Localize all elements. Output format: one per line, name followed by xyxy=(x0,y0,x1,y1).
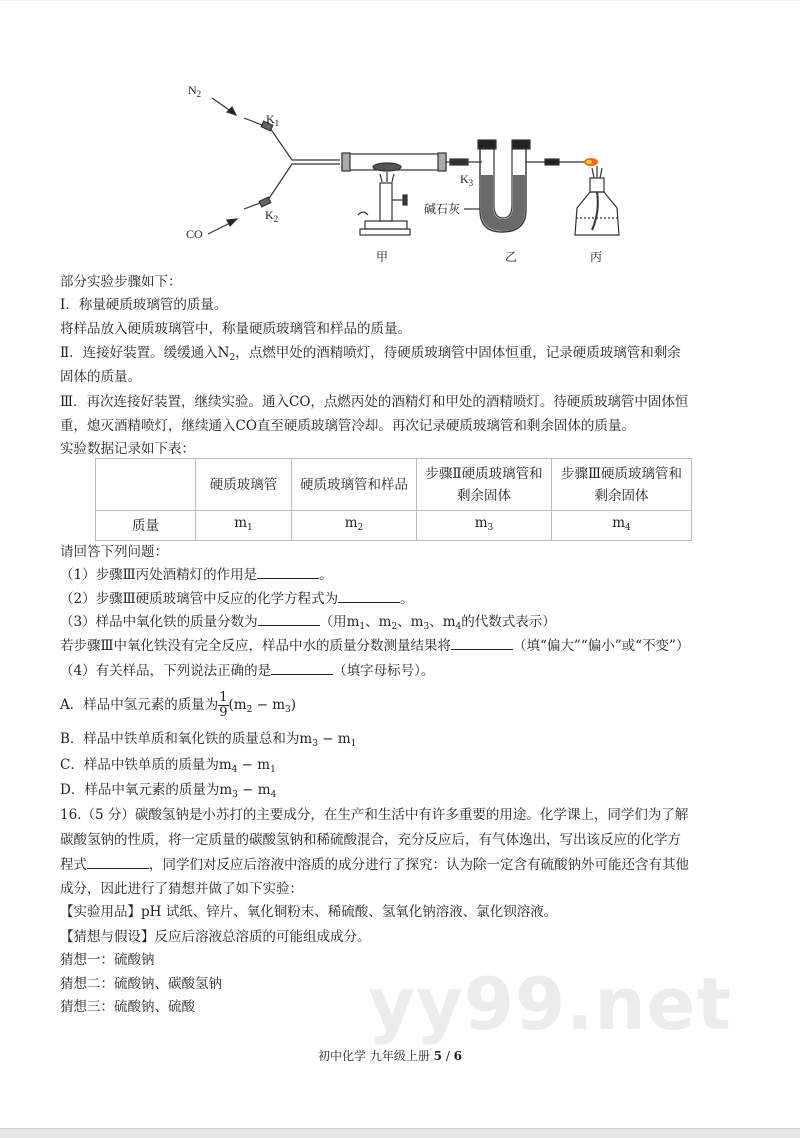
soda-lime-fill xyxy=(481,175,525,231)
option-b: B．样品中铁单质和氧化铁的质量总和为$m_3 - m_1$ xyxy=(60,731,357,749)
answer-blank[interactable] xyxy=(257,566,319,579)
question-4: （4）有关样品，下列说法正确的是 （填字母标号）。 xyxy=(60,663,435,679)
stopper-left xyxy=(342,153,350,171)
watermark: yy99.net xyxy=(368,962,732,1046)
header-step3: 步骤Ⅲ硬质玻璃管和 剩余固体 xyxy=(552,459,692,511)
q16-materials: 【实验用品】pH 试纸、锌片、氧化铜粉末、稀硫酸、氢氧化钠溶液、氯化钡溶液。 xyxy=(60,904,558,920)
option-c: C．样品中铁单质的质量为$m_4 - m_1$ xyxy=(60,757,276,775)
answer-blank[interactable] xyxy=(271,662,333,675)
question-2: （2）步骤Ⅲ硬质玻璃管中反应的化学方程式为 。 xyxy=(60,591,414,607)
cell-m2: $m_2$ xyxy=(292,511,417,541)
row-label: 质量 xyxy=(96,511,196,541)
clamp-k3 xyxy=(450,159,468,165)
apparatus-drawing xyxy=(0,0,800,275)
q16-line-4: 成分，因此进行了猜想并做了如下实验： xyxy=(60,881,303,897)
torch-body xyxy=(380,183,392,221)
torch-flame xyxy=(380,172,394,182)
page-footer: 初中化学 九年级上册 5 / 6 xyxy=(318,1049,463,1063)
q16-hypothesis: 【猜想与假设】反应后溶液总溶质的可能组成成分。 xyxy=(60,929,371,945)
u-stopper-right xyxy=(512,140,530,149)
step-2-cont: 固体的质量。 xyxy=(60,369,141,385)
torch-base xyxy=(365,221,407,229)
q16-line-2: 碳酸氢钠的性质，将一定质量的碳酸氢钠和稀硫酸混合，充分反应后，有气体逸出，写出该反应的化学方 xyxy=(60,832,681,848)
label-n2: $N_2$ xyxy=(188,83,202,99)
lamp-wick xyxy=(592,166,602,178)
label-jia: 甲 xyxy=(376,250,389,264)
step-1b: 将样品放入硬质玻璃管中，称量硬质玻璃管和样品的质量。 xyxy=(60,321,411,337)
q16-line-1: 16.（5 分）碳酸氢钠是小苏打的主要成分，在生产和生活中有许多重要的用途。化学课上，同学们为了解 xyxy=(60,807,689,823)
step-2: Ⅱ．连接好装置。缓缓通入$N_2$，点燃甲处的酒精喷灯，待硬质玻璃管中固体恒重，记录硬质玻璃管和剩余 xyxy=(60,345,681,363)
upper-tube xyxy=(244,118,340,160)
sample xyxy=(373,163,401,171)
label-yi: 乙 xyxy=(505,250,518,264)
cell-m3: $m_3$ xyxy=(417,511,552,541)
apparatus-diagram xyxy=(0,0,800,275)
co-arrowhead xyxy=(227,219,237,226)
step-3: Ⅲ．再次连接好装置，继续实验。通入CO，点燃丙处的酒精灯和甲处的酒精喷灯。待硬质玻璃管中固体恒 xyxy=(60,394,689,410)
table-row xyxy=(96,511,692,541)
stopper-right xyxy=(438,153,446,171)
header-tube: 硬质玻璃管 xyxy=(196,459,292,511)
questions-intro: 请回答下列问题： xyxy=(60,544,168,560)
header-empty xyxy=(96,459,196,511)
guess-2: 猜想二：硫酸钠、碳酸氢钠 xyxy=(60,976,222,992)
step-3-cont: 重，熄灭酒精喷灯，继续通入CO直至硬质玻璃管冷却。再次记录硬质玻璃管和剩余固体的质量。 xyxy=(60,418,635,434)
u-stopper-left xyxy=(478,140,496,149)
label-soda-lime: 碱石灰 xyxy=(424,202,461,216)
fraction: $\frac{1}{9}$ xyxy=(219,690,228,720)
guess-1: 猜想一：硫酸钠 xyxy=(60,952,155,968)
guess-3: 猜想三：硫酸钠、硫酸 xyxy=(60,999,195,1015)
header-tube-sample: 硬质玻璃管和样品 xyxy=(292,459,417,511)
n2-arrowhead xyxy=(227,107,236,115)
cell-m4: $m_4$ xyxy=(552,511,692,541)
answer-blank[interactable] xyxy=(87,856,149,869)
label-bing: 丙 xyxy=(590,250,603,264)
clamp-k2 xyxy=(259,197,271,207)
data-table xyxy=(95,458,692,541)
lower-tube xyxy=(244,164,340,209)
answer-blank[interactable] xyxy=(258,613,320,626)
option-d: D．样品中氧元素的质量为$m_3 - m_4$ xyxy=(60,782,277,800)
label-k1: $K_1$ xyxy=(266,112,280,128)
question-1: （1）步骤Ⅲ丙处酒精灯的作用是 。 xyxy=(60,567,333,583)
label-k2: $K_2$ xyxy=(265,208,279,224)
answer-blank[interactable] xyxy=(338,590,400,603)
question-3-followup: 若步骤Ⅲ中氧化铁没有完全反应，样品中水的质量分数测量结果将 （填“偏大”“偏小”或“不变”） xyxy=(60,638,690,654)
answer-blank[interactable] xyxy=(451,637,513,650)
q16-line-3: 程式 ，同学们对反应后溶液中溶质的成分进行了探究：认为除一定含有硫酸钠外可能还含有其他 xyxy=(60,857,689,873)
label-k3: $K_3$ xyxy=(460,172,474,188)
table-header-row xyxy=(96,459,692,511)
steps-intro: 部分实验步骤如下： xyxy=(60,274,182,290)
option-a: A．样品中氢元素的质量为 $\frac{1}{9}$ $(m_2 - m_3)$ xyxy=(60,690,297,720)
header-step2: 步骤Ⅱ硬质玻璃管和 剩余固体 xyxy=(417,459,552,511)
label-co: CO xyxy=(186,227,203,241)
question-3: （3）样品中氧化铁的质量分数为 （用$m_1$、$m_2$、$m_3$、$m_4$的代数式表示） xyxy=(60,614,556,632)
step-1: Ⅰ．称量硬质玻璃管的质量。 xyxy=(60,297,228,313)
cell-m1: $m_1$ xyxy=(196,511,292,541)
lamp-cap xyxy=(590,178,604,192)
table-intro: 实验数据记录如下表： xyxy=(60,441,195,457)
